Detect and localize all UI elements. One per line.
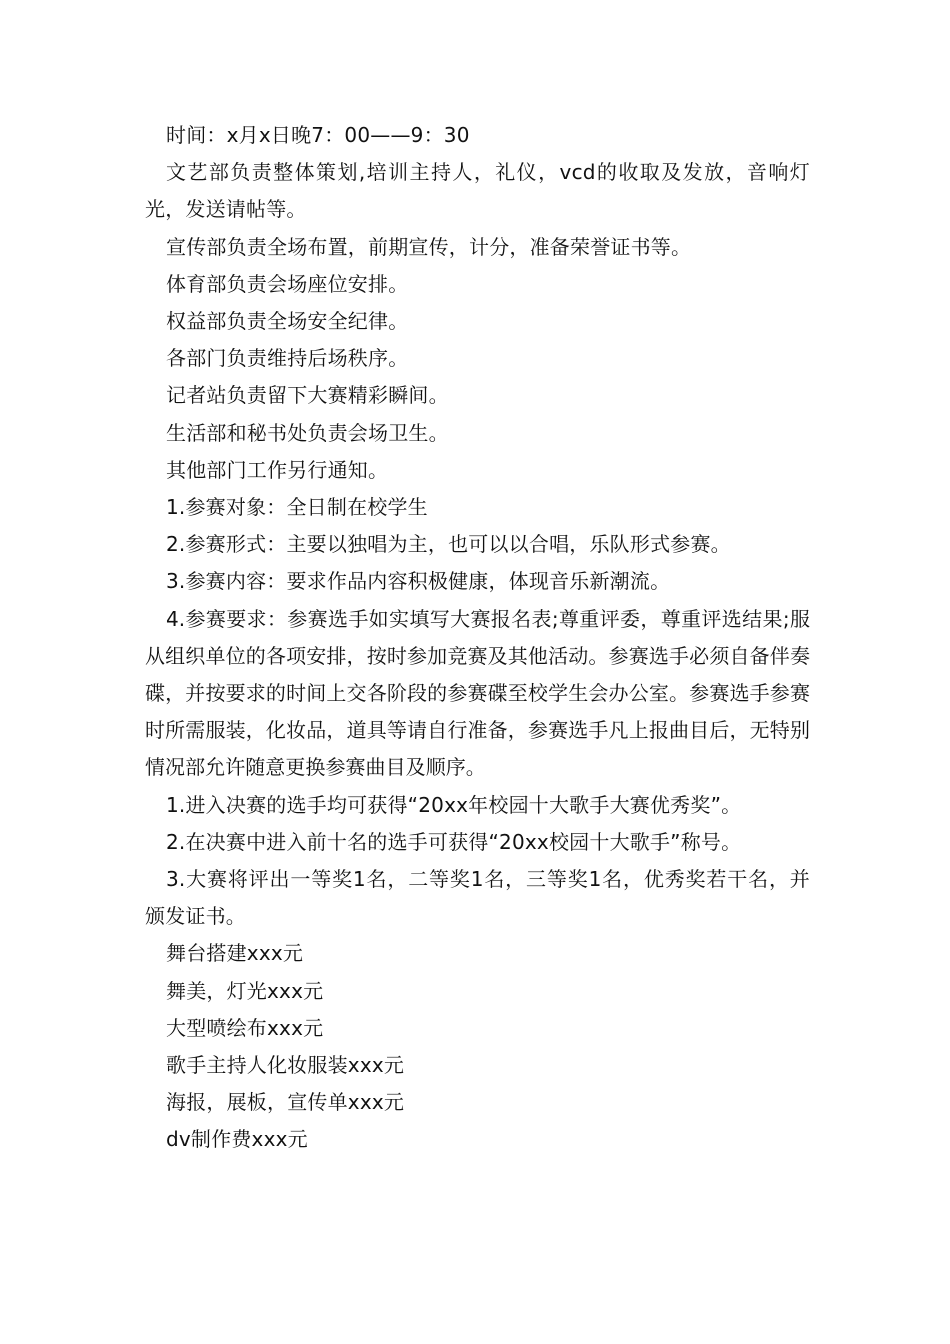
paragraph-arts-dept: 文艺部负责整体策划,培训主持人，礼仪，vcd的收取及发放，音响灯光，发送请帖等。 <box>145 160 810 222</box>
paragraph-other-depts: 其他部门工作另行通知。 <box>166 457 389 482</box>
paragraph-format: 2.参赛形式：主要以独唱为主，也可以以合唱，乐队形式参赛。 <box>166 532 731 557</box>
paragraph-all-depts: 各部门负责维持后场秩序。 <box>166 346 409 371</box>
paragraph-publicity-dept: 宣传部负责全场布置，前期宣传，计分，准备荣誉证书等。 <box>166 234 692 259</box>
paragraph-press-station: 记者站负责留下大赛精彩瞬间。 <box>166 383 449 408</box>
paragraph-time: 时间：x月x日晚7：00——9：30 <box>166 123 470 147</box>
budget-item-banner: 大型喷绘布xxx元 <box>166 1015 324 1040</box>
paragraph-participants: 1.参赛对象：全日制在校学生 <box>166 495 428 520</box>
budget-item-makeup: 歌手主持人化妆服装xxx元 <box>166 1053 405 1078</box>
paragraph-life-dept: 生活部和秘书处负责会场卫生。 <box>166 420 449 445</box>
document-page <box>145 117 810 1159</box>
budget-item-stage: 舞台搭建xxx元 <box>166 941 304 966</box>
budget-item-lighting: 舞美，灯光xxx元 <box>166 978 324 1003</box>
paragraph-requirements: 4.参赛要求：参赛选手如实填写大赛报名表;尊重评委，尊重评选结果;服从组织单位的各项安排，按时参加竞赛及其他活动。参赛选手必须自备伴奏碟，并按要求的时间上交各阶段的参赛碟至校学生会办公室。参赛选手参赛时所需服装，化妆品，道具等请自行准备，参赛选手凡上报曲目后，无特别情况部允许随意更换参赛曲目及顺序。 <box>145 606 810 780</box>
paragraph-award-prizes: 3.大赛将评出一等奖1名，二等奖1名，三等奖1名，优秀奖若干名，并颁发证书。 <box>145 867 810 929</box>
budget-item-posters: 海报，展板，宣传单xxx元 <box>166 1090 405 1115</box>
paragraph-rights-dept: 权益部负责全场安全纪律。 <box>166 309 409 334</box>
paragraph-award-finalists: 1.进入决赛的选手均可获得“20xx年校园十大歌手大赛优秀奖”。 <box>166 792 742 817</box>
paragraph-award-top-ten: 2.在决赛中进入前十名的选手可获得“20xx校园十大歌手”称号。 <box>166 829 742 854</box>
budget-item-dv: dv制作费xxx元 <box>166 1127 308 1152</box>
paragraph-sports-dept: 体育部负责会场座位安排。 <box>166 271 409 296</box>
paragraph-content: 3.参赛内容：要求作品内容积极健康，体现音乐新潮流。 <box>166 569 671 594</box>
